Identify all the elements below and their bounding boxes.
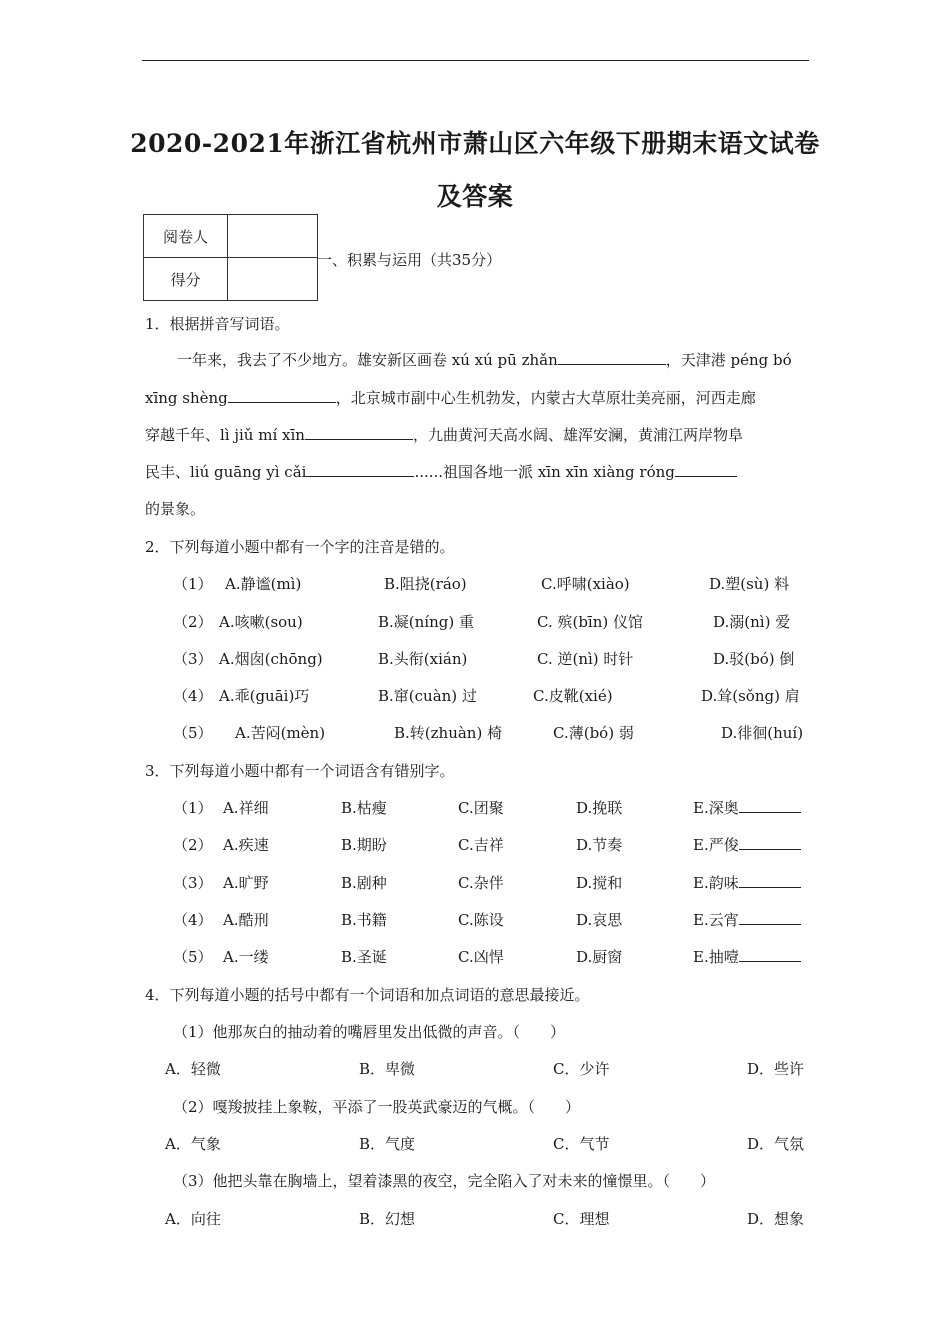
q2-option[interactable]: C. 逆(nì) 时针 <box>537 650 634 668</box>
q2-option[interactable]: C.皮靴(xié) <box>533 687 613 705</box>
q3-option[interactable]: C.团聚 <box>458 799 504 817</box>
q3-option[interactable]: A.一缕 <box>223 948 269 966</box>
page-title: 2020-2021年浙江省杭州市萧山区六年级下册期末语文试卷 <box>130 129 820 158</box>
q2-option[interactable]: B.转(zhuàn) 椅 <box>394 724 503 742</box>
q4-option[interactable]: A．气象 <box>165 1135 221 1153</box>
q3-option[interactable]: B.期盼 <box>341 836 387 854</box>
q1-stem: 1．根据拼音写词语。 <box>145 315 290 333</box>
q4-option[interactable]: B．幻想 <box>359 1210 416 1228</box>
q3-stem: 3．下列每道小题中都有一个词语含有错别字。 <box>145 762 455 780</box>
q3-option-text: E.云宵 <box>693 911 739 929</box>
q1-line-3-text-a: 穿越千年、lì jiǔ mí xīn <box>145 426 305 444</box>
q4-option[interactable]: A．向往 <box>165 1210 221 1228</box>
q3-number: （2） <box>173 836 213 854</box>
q4-option[interactable]: D．些许 <box>747 1060 805 1078</box>
q2-option[interactable]: B.窜(cuàn) 过 <box>378 687 477 705</box>
q1-answer-blank-5[interactable] <box>675 462 737 477</box>
q2-option[interactable]: A.苦闷(mèn) <box>235 724 326 742</box>
q1-line-4 <box>145 461 737 482</box>
q3-option[interactable]: C.凶悍 <box>458 948 504 966</box>
q3-option[interactable] <box>693 872 801 893</box>
q3-option[interactable]: B.书籍 <box>341 911 387 929</box>
q3-number: （4） <box>173 911 213 929</box>
reviewer-field[interactable] <box>228 215 318 258</box>
q1-answer-blank-1[interactable] <box>558 350 666 365</box>
q2-number: （4） <box>173 687 213 705</box>
page-title-continued: 及答案 <box>436 182 514 211</box>
q2-number: （5） <box>173 724 213 742</box>
q1-line-4-text-b: ......祖国各地一派 xīn xīn xiàng róng <box>414 463 675 481</box>
q3-option[interactable]: C.陈设 <box>458 911 504 929</box>
q2-option[interactable]: A.乖(guāi)巧 <box>219 687 310 705</box>
q2-stem: 2．下列每道小题中都有一个字的注音是错的。 <box>145 538 455 556</box>
q1-answer-blank-3[interactable] <box>305 425 413 440</box>
q2-option[interactable]: A.咳嗽(sou) <box>219 613 303 631</box>
header-rule <box>142 60 809 61</box>
reviewer-label: 阅卷人 <box>144 215 228 258</box>
q3-option[interactable]: D.哀思 <box>576 911 623 929</box>
q1-answer-blank-2[interactable] <box>228 388 336 403</box>
q4-stem: 4．下列每道小题的括号中都有一个词语和加点词语的意思最接近。 <box>145 986 590 1004</box>
q1-line-3-text-b: ，九曲黄河天高水阔、雄浑安澜，黄浦江两岸物阜 <box>412 426 743 444</box>
q1-line-1 <box>177 349 792 370</box>
q2-option[interactable]: D.徘徊(huí) <box>721 724 804 742</box>
q3-option[interactable] <box>693 909 801 930</box>
q3-option[interactable]: C.杂伴 <box>458 874 504 892</box>
score-field[interactable] <box>228 258 318 301</box>
q3-option-text: E.深奥 <box>693 799 739 817</box>
q4-question: （1）他那灰白的抽动着的嘴唇里发出低微的声音。（ ） <box>173 1023 566 1041</box>
q1-line-1-text-b: ，天津港 péng bó <box>665 351 792 369</box>
section-heading: 一、积累与运用（共35分） <box>317 251 502 269</box>
q3-number: （3） <box>173 874 213 892</box>
q3-option[interactable] <box>693 797 801 818</box>
q4-option[interactable]: D．想象 <box>747 1210 805 1228</box>
q3-option-text: E.韵味 <box>693 874 739 892</box>
q2-option[interactable]: B.阻挠(ráo) <box>384 575 467 593</box>
q2-option[interactable]: B.凝(níng) 重 <box>378 613 474 631</box>
q2-option[interactable]: D.驳(bó) 倒 <box>713 650 795 668</box>
q1-line-2-text-a: xīng shèng <box>145 389 228 407</box>
q3-option[interactable]: D.厨窗 <box>576 948 623 966</box>
q2-option[interactable]: D.溺(nì) 爱 <box>713 613 791 631</box>
q3-option[interactable]: B.剧种 <box>341 874 387 892</box>
q3-option-text: E.严俊 <box>693 836 739 854</box>
q2-option[interactable]: C.呼啸(xiào) <box>541 575 630 593</box>
q3-answer-blank[interactable] <box>739 798 801 813</box>
q4-option[interactable]: B．气度 <box>359 1135 416 1153</box>
q3-option[interactable]: A.酷刑 <box>223 911 269 929</box>
q3-answer-blank[interactable] <box>739 835 801 850</box>
q2-option[interactable]: A.静谧(mì) <box>225 575 302 593</box>
q2-number: （2） <box>173 613 213 631</box>
q2-option[interactable]: D.耸(sǒng) 肩 <box>701 687 800 705</box>
q2-option[interactable]: C. 殡(bīn) 仪馆 <box>537 613 644 631</box>
q3-option-text: E.抽噎 <box>693 948 739 966</box>
q3-option[interactable]: B.圣诞 <box>341 948 387 966</box>
q2-option[interactable]: B.头衔(xián) <box>378 650 468 668</box>
q3-option[interactable]: D.节奏 <box>576 836 623 854</box>
q2-option[interactable]: A.烟囱(chōng) <box>219 650 323 668</box>
q1-line-5: 的景象。 <box>145 500 206 518</box>
q4-option[interactable]: A．轻微 <box>165 1060 221 1078</box>
q4-question: （2）嘎羧披挂上象鞍，平添了一股英武豪迈的气概。（ ） <box>173 1098 581 1116</box>
q3-option[interactable] <box>693 834 801 855</box>
q1-line-4-text-a: 民丰、liú guāng yì cǎi <box>145 463 307 481</box>
q4-option[interactable]: B．卑微 <box>359 1060 416 1078</box>
q1-line-3 <box>145 424 743 445</box>
q3-option[interactable]: A.旷野 <box>223 874 269 892</box>
q3-option[interactable]: A.祥细 <box>223 799 269 817</box>
q3-option[interactable]: A.疾速 <box>223 836 269 854</box>
q3-answer-blank[interactable] <box>739 947 801 962</box>
q3-number: （5） <box>173 948 213 966</box>
q2-option[interactable]: C.薄(bó) 弱 <box>553 724 634 742</box>
q3-answer-blank[interactable] <box>739 873 801 888</box>
q2-number: （3） <box>173 650 213 668</box>
q4-option[interactable]: D．气氛 <box>747 1135 805 1153</box>
q1-line-2 <box>145 387 756 408</box>
q3-option[interactable] <box>693 946 801 967</box>
q2-option[interactable]: D.塑(sù) 料 <box>709 575 790 593</box>
q3-option[interactable]: C.吉祥 <box>458 836 504 854</box>
score-table <box>143 214 318 301</box>
q1-answer-blank-4[interactable] <box>306 462 414 477</box>
q2-number: （1） <box>173 575 213 593</box>
q4-option[interactable]: C．少许 <box>553 1060 610 1078</box>
q4-question: （3）他把头靠在胸墙上，望着漆黑的夜空，完全陷入了对未来的憧憬里。（ ） <box>173 1172 716 1190</box>
q3-number: （1） <box>173 799 213 817</box>
q3-option[interactable]: D.搅和 <box>576 874 623 892</box>
q1-line-2-text-b: ，北京城市副中心生机勃发，内蒙古大草原壮美亮丽，河西走廊 <box>335 389 756 407</box>
q4-option[interactable]: C．气节 <box>553 1135 610 1153</box>
q3-option[interactable]: D.挽联 <box>576 799 623 817</box>
q3-answer-blank[interactable] <box>739 910 801 925</box>
q3-option[interactable]: B.枯瘦 <box>341 799 387 817</box>
q4-option[interactable]: C．理想 <box>553 1210 610 1228</box>
q1-line-1-text-a: 一年来，我去了不少地方。雄安新区画卷 xú xú pū zhǎn <box>177 351 558 369</box>
score-label: 得分 <box>144 258 228 301</box>
